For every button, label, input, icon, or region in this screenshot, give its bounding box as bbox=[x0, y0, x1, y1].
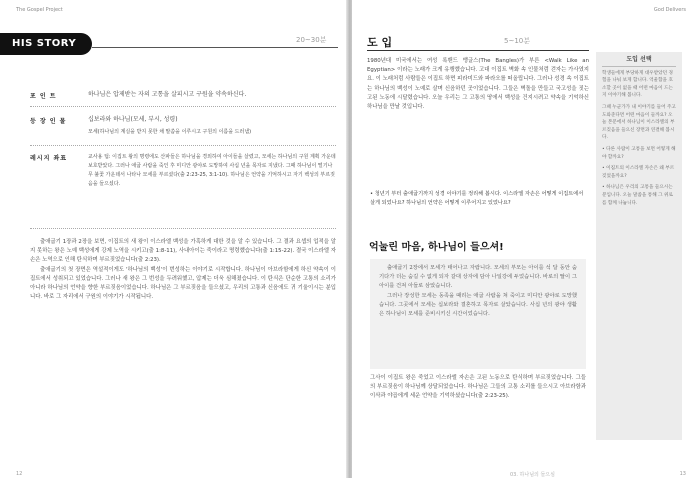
sidebar-options bbox=[596, 52, 682, 440]
page-number: 12 bbox=[16, 471, 23, 477]
paragraph: 출애굽기 1장과 2장을 보면, 이집트의 새 왕이 이스라엘 백성을 가혹하게 대한 것을 알 수 있습니다. 그 결과 요셉의 업적을 알지 못하는 왕은 노예 백성에게 강제 노역을 시키고(출 1:8-11), 사내아이는 죽이라고 명령했습니다(출 1:15-22). 결국 이스라엘 자손은 노역으로 인해 탄식하며 부르짖었습니다(출 2:23). bbox=[30, 239, 336, 264]
divider bbox=[30, 106, 336, 107]
paragraph: 그사이 이집트 왕은 죽었고 이스라엘 자손은 고된 노동으로 탄식하며 부르짖었습니다. 그들의 부르짖음이 하나님께 상달되었습니다. 하나님은 그들의 고통 소리를 들으시고 아브라함과 이삭과 야곱에게 세운 언약을 기억하셨습니다(출 2:23-25). bbox=[370, 375, 586, 400]
sidebar-question: • 이집트의 이스라엘 자손은 왜 부르짖었을까요? bbox=[602, 166, 675, 179]
running-head: God Delivers bbox=[653, 7, 686, 13]
sidebar-block: 그때 누군가가 내 이야기를 들어 주고 도와준다면 어떤 마음이 들까요? 오늘 본문에서 하나님이 이스라엘의 부르짖음을 들으신 장면과 연결해 봅시다. bbox=[602, 104, 676, 141]
time-label: 5~10분 bbox=[504, 37, 530, 45]
divider bbox=[30, 228, 336, 229]
info-text: 모세(하나님의 계실을 받지 못한 채 말씀을 이루시고 구원의 이름을 드러냄) bbox=[88, 129, 252, 135]
paragraph: 출애굽기의 첫 장면은 역설적이게도 '하나님의 백성'이 번성하는 이야기로 시작합니다. 하나님이 아브라함에게 하신 약속이 이집트에서 성취되고 있었습니다. 그러나 새 왕은 그 번성을 두려워했고, 압제는 더욱 심해졌습니다. 이 탄식은 단순한 고통의 소리가 아니라 하나님의 언약을 향한 부르짖음이었습니다. 하나님은 그 부르짖음을 들으셨고, 우리의 고통과 신음에도 귀 기울이시는 분입니다. 바로 그 자리에서 구원의 이야기가 시작됩니다. bbox=[30, 266, 336, 301]
banner-rule bbox=[92, 47, 338, 48]
paragraph: 출애굽기 2장에서 모세가 태어나고 자랍니다. 모세의 부모는 아이를 석 달 동안 숨기다가 더는 숨길 수 없게 되자 갈대 상자에 담아 나일강에 두었습니다. 바로의 딸이 그 아이를 건져 아들로 삼았습니다. bbox=[379, 265, 577, 290]
sidebar-question: • 다른 사람이 고통을 보면 어떻게 해야 할까요? bbox=[602, 146, 676, 160]
running-head: The Gospel Project bbox=[16, 7, 63, 13]
info-label: 레시지 좌표 bbox=[30, 155, 68, 162]
footer-label: 03. 하나님의 들으심 bbox=[510, 472, 555, 478]
discussion-bullet: • 청년기 부터 출애굽기까지 성경 이야기를 정리해 봅시다. 이스라엘 자손은 어떻게 이집트에서 살게 되었나요? 하나님의 언약은 어떻게 이루어지고 있었나요? bbox=[370, 191, 584, 206]
sidebar-question: • 하나님은 우리의 고통을 들으시는 분입니다. 오늘 말씀을 통해 그 위로를 함께 나눕니다. bbox=[602, 185, 673, 206]
paragraph: 1980년대 미국에서는 여성 록밴드 뱅글스(The Bangles)가 부른 <Walk Like an Egyptian> 이라는 노래가 크게 유행했습니다. 고대 이집트 벽화 속 인물처럼 걷자는 가사였지요. 이 노래처럼 사람들은 이집트 하면 피라미드와 파라오를 떠올립니다. 그러나 성경 속 이집트는 하나님의 백성이 노예로 살며 신음하던 곳이었습니다. 그들은 벽돌을 만들고 국고성을 짓는 고된 노동에 시달렸습니다. 오늘 우리는 그 고통의 땅에서 백성을 건지시려고 약속을 기억하신 하나님을 만날 것입니다. bbox=[367, 58, 589, 111]
divider bbox=[30, 145, 336, 146]
intro-title: 도 입 bbox=[367, 36, 393, 49]
section-title: 억눌린 마음, 하나님이 들으셔! bbox=[369, 242, 504, 253]
section-banner: HIS STORY bbox=[0, 33, 92, 55]
right-page bbox=[352, 0, 700, 478]
info-text: 교사용 팁: 이집트 왕의 명령에도 산파들은 하나님을 경외하여 아이들을 살렸고, 모세는 하나님의 구원 계획 가운데 보호받았다. 그러나 애굽 사람을 죽인 후 미디안 광야로 도망하여 사십 년을 목자로 지냈다. 그때 하나님이 떨기나무 불꽃 가운데서 나타나 모세를 부르셨다(출 2:23-25, 3:1-10). 하나님은 언약을 기억하시고 자기 백성의 부르짖음을 들으셨다. bbox=[88, 154, 336, 187]
scripture-box bbox=[370, 259, 586, 369]
body-text bbox=[30, 238, 336, 302]
info-text: 십보라와 하나님(모세, 부시, 성령) bbox=[88, 116, 178, 123]
left-page bbox=[0, 0, 348, 478]
info-label: 등 장 인 물 bbox=[30, 118, 67, 125]
intro-rule bbox=[367, 50, 589, 51]
sidebar-title: 도입 선택 bbox=[602, 56, 676, 67]
paragraph: 그러나 장성한 모세는 동족을 때리는 애굽 사람을 쳐 죽이고 미디안 광야로 도망했습니다. 그곳에서 모세는 십보라와 결혼하고 목자로 살았습니다. 사십 년의 광야 생활은 하나님이 모세를 준비시키신 시간이었습니다. bbox=[379, 292, 577, 318]
info-text: 하나님은 압제받는 자의 고통을 살피시고 구원을 약속하신다. bbox=[88, 91, 247, 98]
time-label: 20~30분 bbox=[296, 36, 327, 44]
closing-text bbox=[370, 374, 586, 402]
sidebar-block: 학생들에게 부당하게 대우받았던 경험을 나눠 보게 합니다. 억울함을 호소할 곳이 없을 때 어떤 마음이 드는지 이야기해 봅니다. bbox=[602, 70, 673, 99]
page-number: 13 bbox=[679, 471, 686, 477]
intro-text bbox=[367, 57, 589, 112]
info-label: 포 인 트 bbox=[30, 93, 57, 100]
